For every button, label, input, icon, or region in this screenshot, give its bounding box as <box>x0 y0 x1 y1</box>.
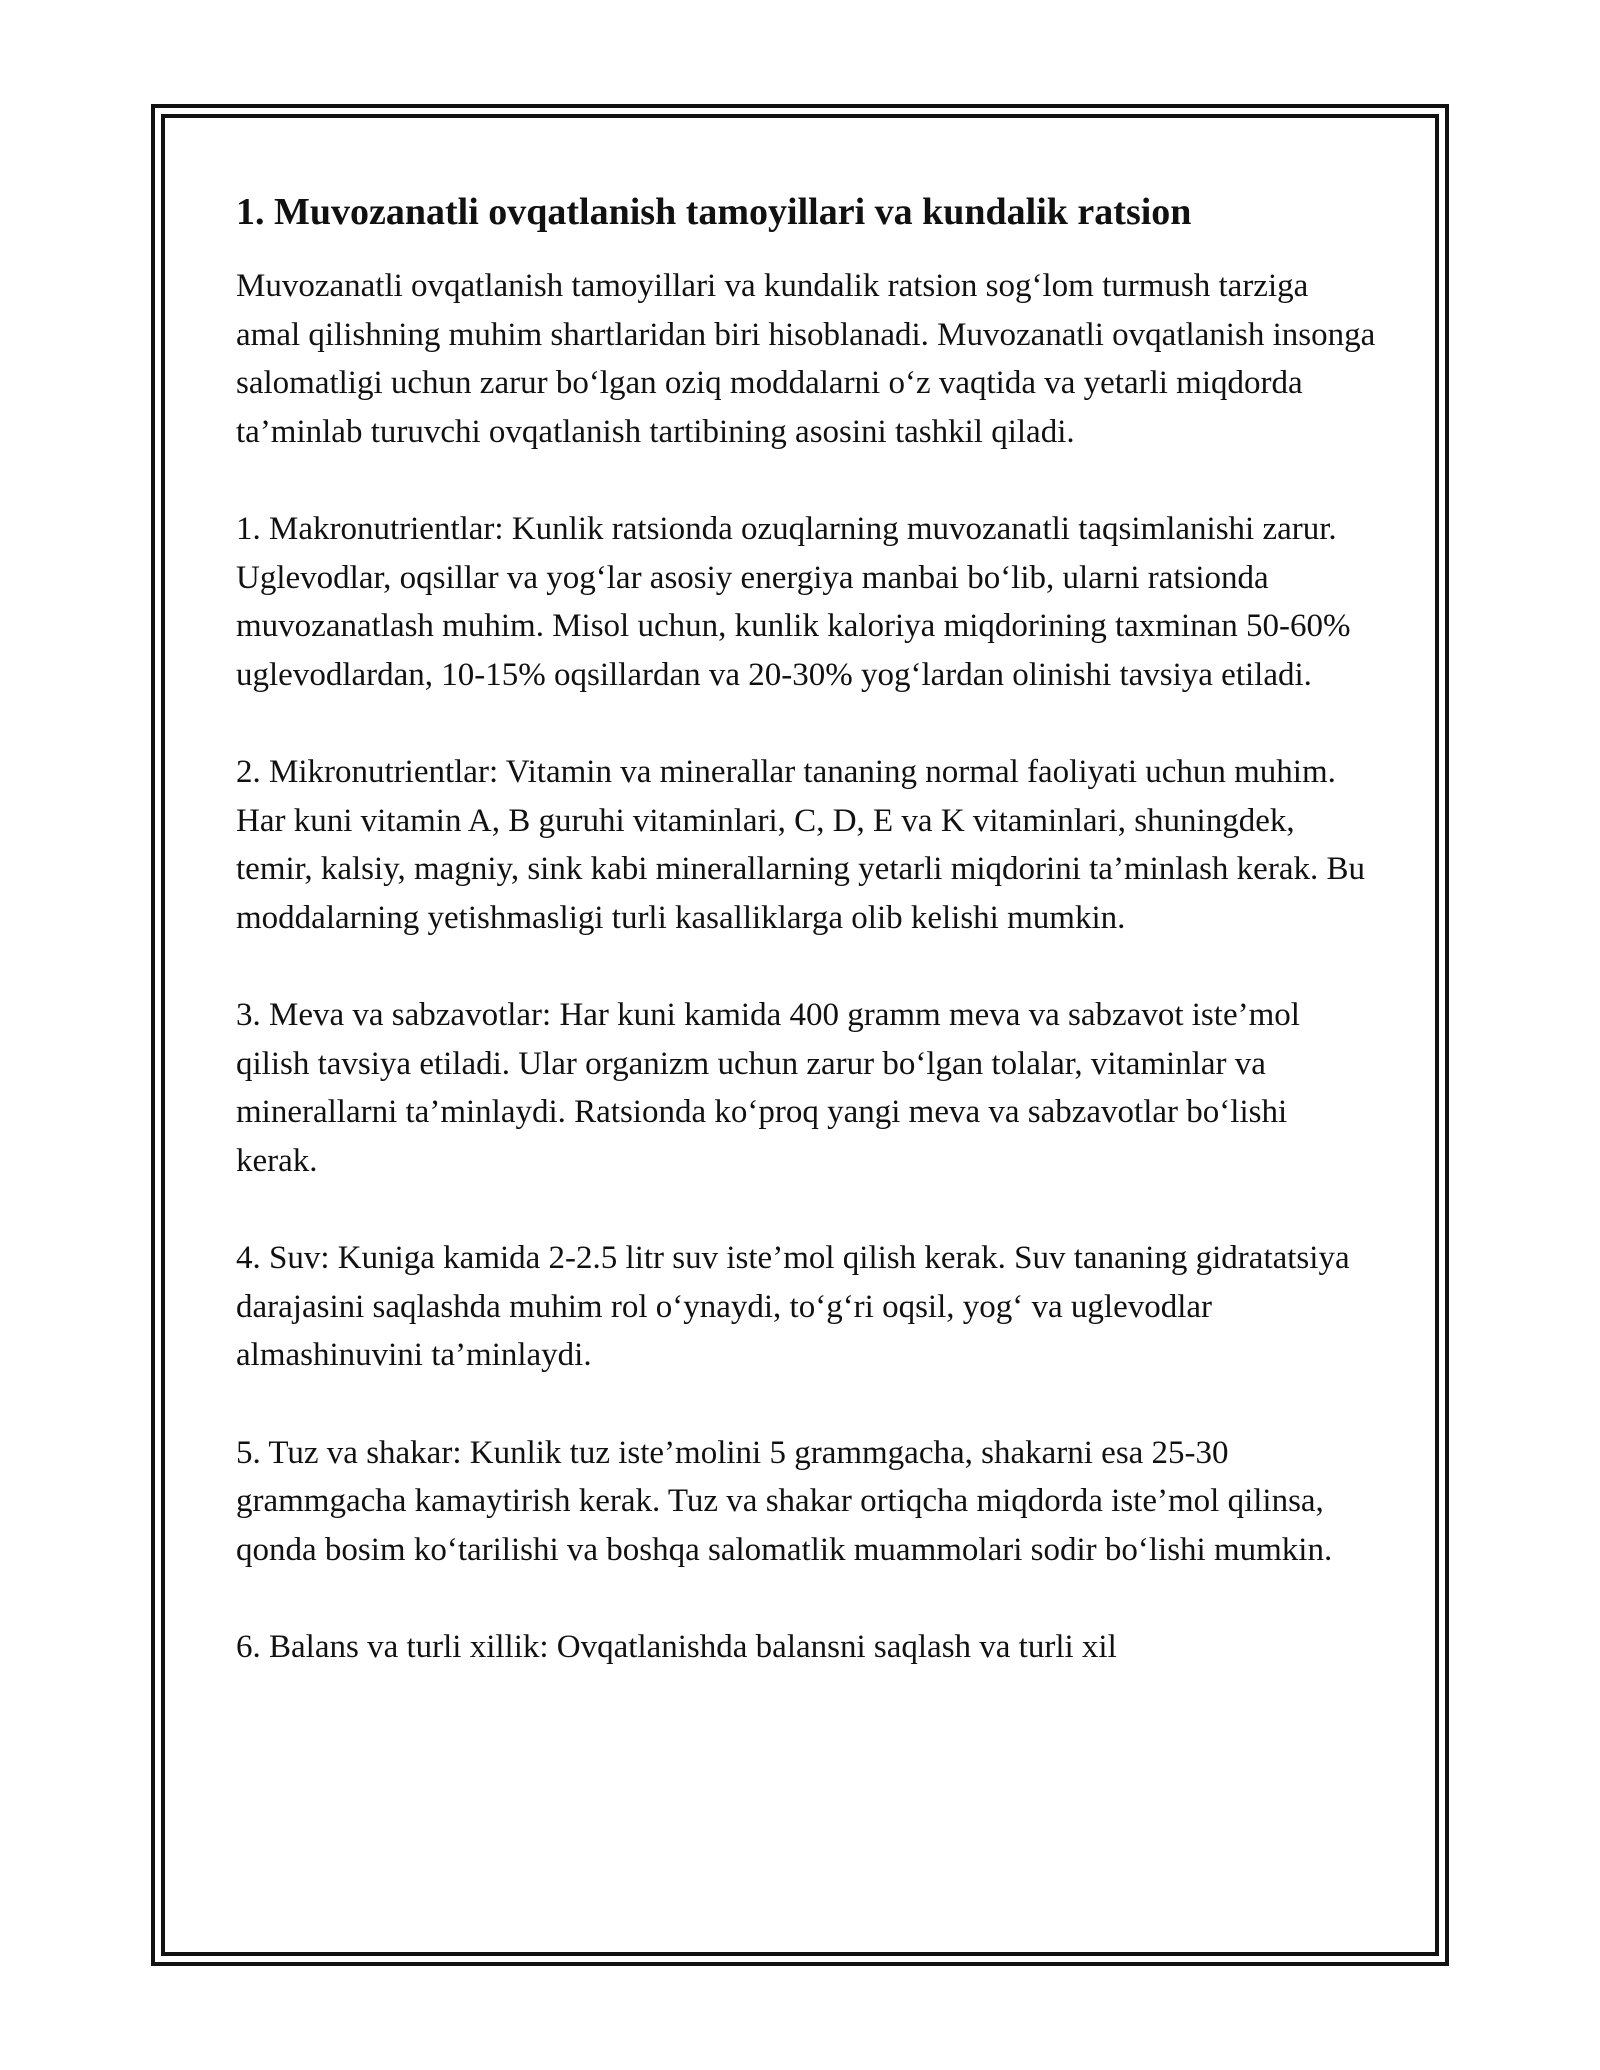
document-body <box>236 184 1376 1721</box>
paragraph-macronutrients: 1. Makronutrientlar: Kunlik ratsionda ozuqlarning muvozanatli taqsimlanishi zarur. Uglevodlar, oqsillar va yog‘lar asosiy energiya manbai bo‘lib, ularni ratsionda muvozanatlash muhim. Misol uchun, kunlik kaloriya miqdorining taxminan 50-60% uglevodlardan, 10-15% oqsillardan va 20-30% yog‘lardan olinishi tavsiya etiladi. <box>236 511 1351 693</box>
paragraph-micronutrients: 2. Mikronutrientlar: Vitamin va minerallar tananing normal faoliyati uchun muhim. Har kuni vitamin A, B guruhi vitaminlari, C, D, E va K vitaminlari, shuningdek, temir, kalsiy, magniy, sink kabi minerallarning yetarli miqdorini ta’minlash kerak. Bu moddalarning yetishmasligi turli kasalliklarga olib kelishi mumkin. <box>236 754 1365 936</box>
intro-paragraph: Muvozanatli ovqatlanish tamoyillari va kundalik ratsion sog‘lom turmush tarziga amal qilishning muhim shartlaridan biri hisoblanadi. Muvozanatli ovqatlanish insonga salomatligi uchun zarur bo‘lgan oziq moddalarni o‘z vaqtida va yetarli miqdorda ta’minlab turuvchi ovqatlanish tartibining asosini tashkil qiladi. <box>236 268 1376 450</box>
section-heading: 1. Muvozanatli ovqatlanish tamoyillari va kundalik ratsion <box>236 191 1192 233</box>
paragraph-water: 4. Suv: Kuniga kamida 2-2.5 litr suv iste’mol qilish kerak. Suv tananing gidratatsiya darajasini saqlashda muhim rol o‘ynaydi, to‘g‘ri oqsil, yog‘ va uglevodlar almashinuvini ta’minlaydi. <box>236 1240 1350 1373</box>
paragraph-balance-variety: 6. Balans va turli xillik: Ovqatlanishda balansni saqlash va turli xil <box>236 1629 1117 1665</box>
paragraph-salt-sugar: 5. Tuz va shakar: Kunlik tuz iste’molini 5 grammgacha, shakarni esa 25-30 grammgacha kamaytirish kerak. Tuz va shakar ortiqcha miqdorda iste’mol qilinsa, qonda bosim ko‘tarilishi va boshqa salomatlik muammolari sodir bo‘lishi mumkin. <box>236 1434 1333 1568</box>
paragraph-fruits-vegetables: 3. Meva va sabzavotlar: Har kuni kamida 400 gramm meva va sabzavot iste’mol qilish tavsiya etiladi. Ular organizm uchun zarur bo‘lgan tolalar, vitaminlar va minerallarni ta’minlaydi. Ratsionda ko‘proq yangi meva va sabzavotlar bo‘lishi kerak. <box>236 997 1300 1179</box>
